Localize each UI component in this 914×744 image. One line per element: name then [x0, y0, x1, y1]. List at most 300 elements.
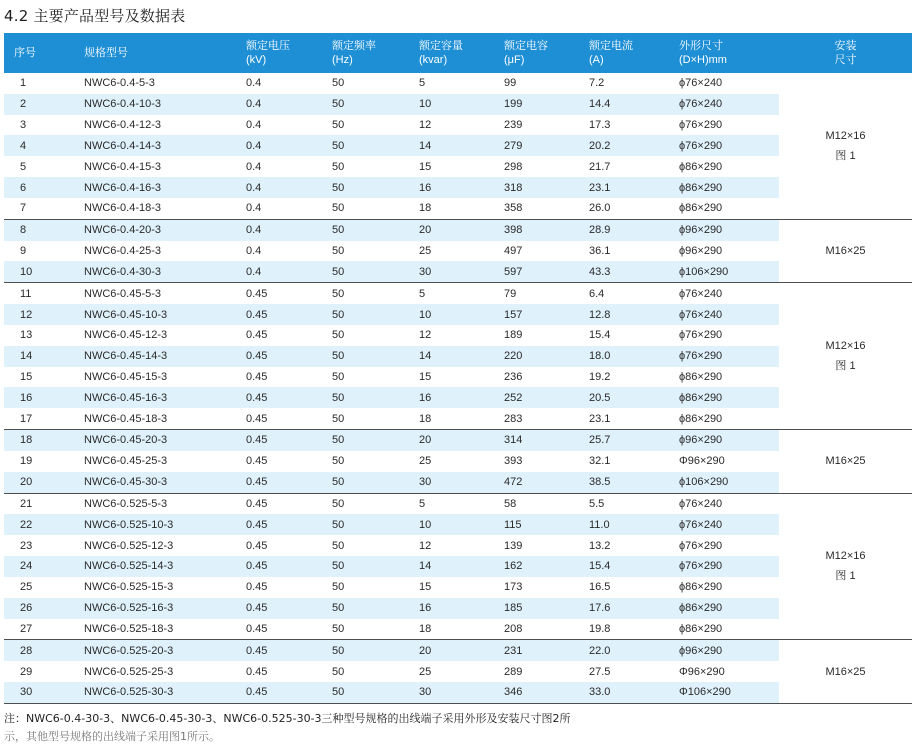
cell-voltage: 0.4 — [246, 261, 332, 282]
cell-capacity: 16 — [419, 598, 504, 619]
cell-voltage: 0.4 — [246, 160, 262, 173]
cell-size: ϕ86×290 — [679, 622, 723, 635]
cell-model: NWC6-0.4-25-3 — [84, 245, 162, 258]
table-row — [4, 325, 912, 346]
cell-size: ϕ76×240 — [679, 94, 779, 115]
cell-capacity: 16 — [419, 387, 504, 408]
cell-frequency: 50 — [332, 219, 419, 240]
cell-capacity: 18 — [419, 412, 432, 425]
cell-capacitance: 189 — [504, 329, 523, 342]
cell-model: NWC6-0.45-25-3 — [84, 455, 168, 468]
cell-capacity: 25 — [419, 245, 432, 258]
cell-frequency: 50 — [332, 455, 345, 468]
cell-frequency: 50 — [332, 581, 345, 594]
cell-model: NWC6-0.4-5-3 — [84, 77, 155, 90]
cell-voltage: 0.45 — [246, 493, 332, 514]
cell-seq: 22 — [4, 514, 84, 535]
cell-voltage: 0.4 — [246, 202, 262, 215]
cell-model: NWC6-0.45-18-3 — [84, 412, 168, 425]
section-title: 4.2 主要产品型号及数据表 — [4, 7, 186, 25]
cell-frequency: 50 — [332, 304, 419, 325]
cell-seq: 17 — [20, 412, 33, 425]
cell-voltage: 0.45 — [246, 412, 268, 425]
mount-size-line: M16×25 — [825, 245, 866, 258]
cell-capacity: 30 — [419, 472, 504, 493]
cell-seq: 25 — [20, 581, 33, 594]
cell-frequency: 50 — [332, 177, 419, 198]
cell-seq: 15 — [20, 371, 33, 383]
table-row — [4, 219, 912, 240]
cell-voltage: 0.45 — [246, 539, 268, 552]
cell-capacitance: 398 — [504, 219, 589, 240]
cell-capacitance: 279 — [504, 135, 589, 156]
cell-model: NWC6-0.525-30-3 — [84, 682, 246, 703]
cell-seq: 28 — [4, 640, 84, 661]
cell-seq: 14 — [4, 346, 84, 367]
cell-frequency: 50 — [332, 283, 419, 304]
cell-size: ϕ76×290 — [679, 119, 723, 132]
table-body — [4, 73, 912, 703]
cell-size: Φ96×290 — [679, 665, 725, 678]
cell-mount-size — [779, 283, 912, 430]
cell-capacity: 20 — [419, 430, 504, 451]
cell-voltage: 0.45 — [246, 304, 332, 325]
cell-size: ϕ76×290 — [679, 346, 779, 367]
cell-seq: 18 — [4, 430, 84, 451]
cell-size: ϕ106×290 — [679, 261, 779, 282]
cell-current: 19.8 — [589, 622, 611, 635]
cell-current: 20.2 — [589, 135, 679, 156]
cell-size: ϕ86×290 — [679, 598, 779, 619]
footnote: 注：NWC6-0.4-30-3、NWC6-0.45-30-3、NWC6-0.525-30-3三种型号规格的出线端子采用外形及安装尺寸图2所 — [4, 712, 571, 725]
cell-capacitance: 236 — [504, 371, 523, 383]
cell-frequency: 50 — [332, 472, 419, 493]
cell-size: ϕ96×290 — [679, 640, 779, 661]
cell-frequency: 50 — [332, 261, 419, 282]
cell-capacitance: 139 — [504, 539, 523, 552]
cell-capacitance: 220 — [504, 346, 589, 367]
cell-frequency: 50 — [332, 371, 345, 383]
col-header-current: 额定电流 (A) — [589, 33, 679, 73]
cell-seq: 3 — [20, 119, 27, 132]
cell-capacitance: 208 — [504, 622, 523, 635]
col-header-capacity: 额定容量 (kvar) — [419, 33, 504, 73]
cell-capacitance: 252 — [504, 387, 589, 408]
cell-model: NWC6-0.4-12-3 — [84, 119, 162, 132]
cell-mount-size — [779, 493, 912, 640]
cell-capacity: 20 — [419, 219, 504, 240]
cell-model: NWC6-0.4-30-3 — [84, 261, 246, 282]
cell-seq: 29 — [20, 665, 33, 678]
cell-current: 15.4 — [589, 329, 611, 342]
cell-capacitance: 497 — [504, 245, 523, 258]
cell-size: ϕ86×290 — [679, 581, 723, 594]
table-row — [4, 241, 912, 262]
cell-seq: 21 — [4, 493, 84, 514]
cell-voltage: 0.45 — [246, 283, 332, 304]
table-row — [4, 408, 912, 429]
col-header-mount: 安装 尺寸 — [779, 33, 912, 73]
col-header-size: 外形尺寸 (D×H)mm — [679, 33, 779, 73]
col-header-capacitance: 额定电容 (μF) — [504, 33, 589, 73]
cell-current: 32.1 — [589, 455, 611, 468]
cell-capacitance: 99 — [504, 77, 517, 90]
table-row — [4, 304, 912, 325]
table-row — [4, 577, 912, 598]
cell-current: 12.8 — [589, 304, 679, 325]
cell-capacity: 25 — [419, 455, 432, 468]
cell-capacitance: 298 — [504, 160, 523, 173]
mount-size-line: 图 1 — [835, 149, 856, 162]
cell-current: 26.0 — [589, 202, 611, 215]
table-row — [4, 73, 912, 94]
cell-current: 36.1 — [589, 245, 611, 258]
cell-frequency: 50 — [332, 160, 345, 173]
cell-capacitance: 472 — [504, 472, 589, 493]
cell-capacity: 10 — [419, 304, 504, 325]
cell-frequency: 50 — [332, 430, 419, 451]
cell-current: 28.9 — [589, 219, 679, 240]
cell-size: ϕ86×290 — [679, 371, 723, 383]
cell-capacity: 12 — [419, 539, 432, 552]
cell-size: ϕ76×290 — [679, 539, 723, 552]
table-row — [4, 682, 912, 703]
cell-capacitance: 199 — [504, 94, 589, 115]
cell-current: 23.1 — [589, 412, 611, 425]
cell-seq: 7 — [20, 202, 27, 215]
table-row — [4, 177, 912, 198]
cell-current: 21.7 — [589, 160, 611, 173]
cell-capacity: 10 — [419, 94, 504, 115]
table-row — [4, 619, 912, 640]
cell-capacity: 30 — [419, 682, 504, 703]
table-row — [4, 283, 912, 304]
cell-seq: 26 — [4, 598, 84, 619]
cell-model: NWC6-0.45-16-3 — [84, 387, 246, 408]
cell-capacitance: 318 — [504, 177, 589, 198]
cell-frequency: 50 — [332, 665, 345, 678]
cell-voltage: 0.45 — [246, 556, 332, 577]
cell-size: ϕ86×290 — [679, 160, 723, 173]
cell-model: NWC6-0.4-18-3 — [84, 202, 162, 215]
cell-frequency: 50 — [332, 77, 345, 90]
cell-frequency: 50 — [332, 245, 345, 258]
cell-frequency: 50 — [332, 202, 345, 215]
table-row — [4, 472, 912, 493]
cell-size: ϕ76×290 — [679, 135, 779, 156]
cell-frequency: 50 — [332, 493, 419, 514]
cell-voltage: 0.4 — [246, 177, 332, 198]
col-header-voltage: 额定电压 (kV) — [246, 33, 332, 73]
cell-capacitance: 283 — [504, 412, 523, 425]
table-row — [4, 493, 912, 514]
mount-size-line: M12×16 — [825, 340, 866, 353]
cell-frequency: 50 — [332, 387, 419, 408]
table-header-row — [4, 33, 912, 73]
cell-capacity: 14 — [419, 556, 504, 577]
cell-voltage: 0.45 — [246, 387, 332, 408]
cell-capacity: 5 — [419, 283, 504, 304]
cell-model: NWC6-0.45-14-3 — [84, 346, 246, 367]
cell-capacitance: 173 — [504, 581, 523, 594]
cell-capacity: 12 — [419, 119, 432, 132]
cell-voltage: 0.4 — [246, 94, 332, 115]
col-header-seq: 序号 — [4, 33, 84, 73]
cell-model: NWC6-0.525-16-3 — [84, 598, 246, 619]
cell-size: ϕ76×240 — [679, 493, 779, 514]
cell-model: NWC6-0.4-16-3 — [84, 177, 246, 198]
cell-capacitance: 239 — [504, 119, 523, 132]
cell-model: NWC6-0.4-20-3 — [84, 219, 246, 240]
cell-capacity: 15 — [419, 371, 432, 383]
cell-seq: 6 — [4, 177, 84, 198]
cell-capacitance: 346 — [504, 682, 589, 703]
cell-voltage: 0.4 — [246, 119, 262, 132]
cell-capacitance: 115 — [504, 514, 589, 535]
cell-size: ϕ76×240 — [679, 283, 779, 304]
cell-size: ϕ86×290 — [679, 387, 779, 408]
cell-model: NWC6-0.525-15-3 — [84, 581, 174, 594]
cell-voltage: 0.45 — [246, 598, 332, 619]
cell-seq: 24 — [4, 556, 84, 577]
cell-current: 16.5 — [589, 581, 611, 594]
cell-current: 27.5 — [589, 665, 611, 678]
cell-size: ϕ86×290 — [679, 202, 723, 215]
cell-model: NWC6-0.525-25-3 — [84, 665, 174, 678]
cell-current: 6.4 — [589, 283, 679, 304]
cell-frequency: 50 — [332, 640, 419, 661]
cell-capacity: 10 — [419, 514, 504, 535]
cell-seq: 8 — [4, 219, 84, 240]
cell-model: NWC6-0.525-10-3 — [84, 514, 246, 535]
cell-size: ϕ106×290 — [679, 472, 779, 493]
cell-current: 20.5 — [589, 387, 679, 408]
table-row — [4, 198, 912, 219]
cell-model: NWC6-0.4-15-3 — [84, 160, 162, 173]
cell-seq: 20 — [4, 472, 84, 493]
table-row — [4, 514, 912, 535]
cell-frequency: 50 — [332, 412, 345, 425]
table-row — [4, 430, 912, 451]
cell-voltage: 0.45 — [246, 455, 268, 468]
cell-capacitance: 231 — [504, 640, 589, 661]
cell-voltage: 0.45 — [246, 346, 332, 367]
cell-voltage: 0.4 — [246, 135, 332, 156]
cell-voltage: 0.45 — [246, 472, 332, 493]
cell-frequency: 50 — [332, 135, 419, 156]
cell-capacitance: 314 — [504, 430, 589, 451]
cell-current: 25.7 — [589, 430, 679, 451]
cell-model: NWC6-0.45-12-3 — [84, 329, 168, 342]
cell-capacity: 14 — [419, 135, 504, 156]
cell-current: 38.5 — [589, 472, 679, 493]
cell-voltage: 0.45 — [246, 514, 332, 535]
cell-frequency: 50 — [332, 346, 419, 367]
cell-seq: 2 — [4, 94, 84, 115]
table-row — [4, 156, 912, 177]
cell-model: NWC6-0.45-20-3 — [84, 430, 246, 451]
cell-seq: 13 — [20, 329, 33, 342]
cell-capacitance: 358 — [504, 202, 523, 215]
cell-capacity: 18 — [419, 202, 432, 215]
cell-voltage: 0.45 — [246, 622, 268, 635]
cell-model: NWC6-0.4-14-3 — [84, 135, 246, 156]
cell-size: ϕ96×290 — [679, 245, 723, 258]
cell-frequency: 50 — [332, 329, 345, 342]
cell-capacity: 15 — [419, 581, 432, 594]
cell-model: NWC6-0.525-5-3 — [84, 493, 246, 514]
cell-frequency: 50 — [332, 119, 345, 132]
cell-capacity: 15 — [419, 160, 432, 173]
cell-size: ϕ96×290 — [679, 219, 779, 240]
cell-seq: 16 — [4, 387, 84, 408]
cell-current: 23.1 — [589, 177, 679, 198]
cell-model: NWC6-0.45-10-3 — [84, 304, 246, 325]
cell-capacitance: 79 — [504, 283, 589, 304]
cell-model: NWC6-0.45-5-3 — [84, 283, 246, 304]
cell-seq: 4 — [4, 135, 84, 156]
cell-size: ϕ76×240 — [679, 514, 779, 535]
cell-current: 43.3 — [589, 261, 679, 282]
cell-voltage: 0.4 — [246, 77, 262, 90]
cell-seq: 12 — [4, 304, 84, 325]
cell-voltage: 0.45 — [246, 371, 268, 383]
table-row — [4, 535, 912, 556]
table-row — [4, 661, 912, 682]
cell-model: NWC6-0.525-20-3 — [84, 640, 246, 661]
cell-frequency: 50 — [332, 682, 419, 703]
cell-seq: 1 — [20, 77, 27, 90]
cell-capacity: 5 — [419, 493, 504, 514]
cell-seq: 10 — [4, 261, 84, 282]
cell-capacity: 25 — [419, 665, 432, 678]
mount-size-line: M16×25 — [825, 455, 866, 468]
table-row — [4, 640, 912, 661]
cell-frequency: 50 — [332, 556, 419, 577]
mount-size-line: M12×16 — [825, 550, 866, 563]
cell-seq: 19 — [20, 455, 33, 468]
table-row — [4, 451, 912, 472]
cell-model: NWC6-0.525-18-3 — [84, 622, 174, 635]
cell-capacitance: 162 — [504, 556, 589, 577]
cell-size: ϕ76×240 — [679, 77, 723, 90]
cell-current: 13.2 — [589, 539, 611, 552]
cell-seq: 23 — [20, 539, 33, 552]
table-row — [4, 135, 912, 156]
cell-size: ϕ96×290 — [679, 430, 779, 451]
cell-mount-size — [779, 219, 912, 282]
cell-current: 19.2 — [589, 371, 611, 383]
cell-size: ϕ76×240 — [679, 304, 779, 325]
cell-capacitance: 597 — [504, 261, 589, 282]
cell-capacitance: 289 — [504, 665, 523, 678]
cell-seq: 27 — [20, 622, 33, 635]
cell-frequency: 50 — [332, 514, 419, 535]
table-row — [4, 94, 912, 115]
cell-frequency: 50 — [332, 94, 419, 115]
cell-size: ϕ86×290 — [679, 412, 723, 425]
cell-size: ϕ76×290 — [679, 329, 723, 342]
col-header-model: 规格型号 — [84, 33, 246, 73]
cell-capacity: 16 — [419, 177, 504, 198]
cell-current: 15.4 — [589, 556, 679, 577]
col-header-frequency: 额定频率 (Hz) — [332, 33, 419, 73]
table-row — [4, 556, 912, 577]
cell-capacity: 12 — [419, 329, 432, 342]
cell-current: 22.0 — [589, 640, 679, 661]
cell-seq: 11 — [4, 283, 84, 304]
cell-model: NWC6-0.4-10-3 — [84, 94, 246, 115]
product-spec-table — [4, 33, 912, 704]
cell-voltage: 0.45 — [246, 329, 268, 342]
cell-capacitance: 157 — [504, 304, 589, 325]
table-row — [4, 367, 912, 388]
cell-voltage: 0.45 — [246, 682, 332, 703]
cell-voltage: 0.45 — [246, 430, 332, 451]
cell-voltage: 0.4 — [246, 245, 262, 258]
cell-model: NWC6-0.45-30-3 — [84, 472, 246, 493]
cell-current: 17.6 — [589, 598, 679, 619]
cell-current: 17.3 — [589, 119, 611, 132]
cell-voltage: 0.45 — [246, 665, 268, 678]
footnote-continued: 示，其他型号规格的出线端子采用图1所示。 — [4, 730, 220, 743]
cell-frequency: 50 — [332, 622, 345, 635]
cell-capacity: 18 — [419, 622, 432, 635]
cell-capacity: 5 — [419, 77, 426, 90]
table-row — [4, 115, 912, 136]
cell-voltage: 0.45 — [246, 640, 332, 661]
cell-current: 7.2 — [589, 77, 605, 90]
cell-current: 5.5 — [589, 493, 679, 514]
cell-seq: 5 — [20, 160, 27, 173]
cell-model: NWC6-0.525-12-3 — [84, 539, 174, 552]
cell-mount-size — [779, 430, 912, 493]
cell-size: Φ96×290 — [679, 455, 725, 468]
cell-size: ϕ76×290 — [679, 556, 779, 577]
table-row — [4, 387, 912, 408]
cell-frequency: 50 — [332, 539, 345, 552]
cell-capacity: 20 — [419, 640, 504, 661]
table-row — [4, 261, 912, 282]
cell-mount-size — [779, 73, 912, 219]
cell-model: NWC6-0.45-15-3 — [84, 371, 168, 383]
cell-capacitance: 58 — [504, 493, 589, 514]
cell-model: NWC6-0.525-14-3 — [84, 556, 246, 577]
cell-capacitance: 393 — [504, 455, 523, 468]
cell-seq: 30 — [4, 682, 84, 703]
cell-seq: 9 — [20, 245, 27, 258]
cell-voltage: 0.45 — [246, 581, 268, 594]
cell-current: 33.0 — [589, 682, 679, 703]
cell-capacity: 30 — [419, 261, 504, 282]
cell-voltage: 0.4 — [246, 219, 332, 240]
cell-current: 18.0 — [589, 346, 679, 367]
cell-current: 14.4 — [589, 94, 679, 115]
mount-size-line: 图 1 — [835, 360, 856, 373]
cell-capacity: 14 — [419, 346, 504, 367]
mount-size-line: M16×25 — [825, 665, 866, 678]
table-row — [4, 346, 912, 367]
cell-size: ϕ86×290 — [679, 177, 779, 198]
cell-size: Φ106×290 — [679, 682, 779, 703]
cell-frequency: 50 — [332, 598, 419, 619]
table-row — [4, 598, 912, 619]
mount-size-line: M12×16 — [825, 129, 866, 142]
mount-size-line: 图 1 — [835, 570, 856, 583]
cell-mount-size — [779, 640, 912, 703]
cell-capacitance: 185 — [504, 598, 589, 619]
cell-current: 11.0 — [589, 514, 679, 535]
